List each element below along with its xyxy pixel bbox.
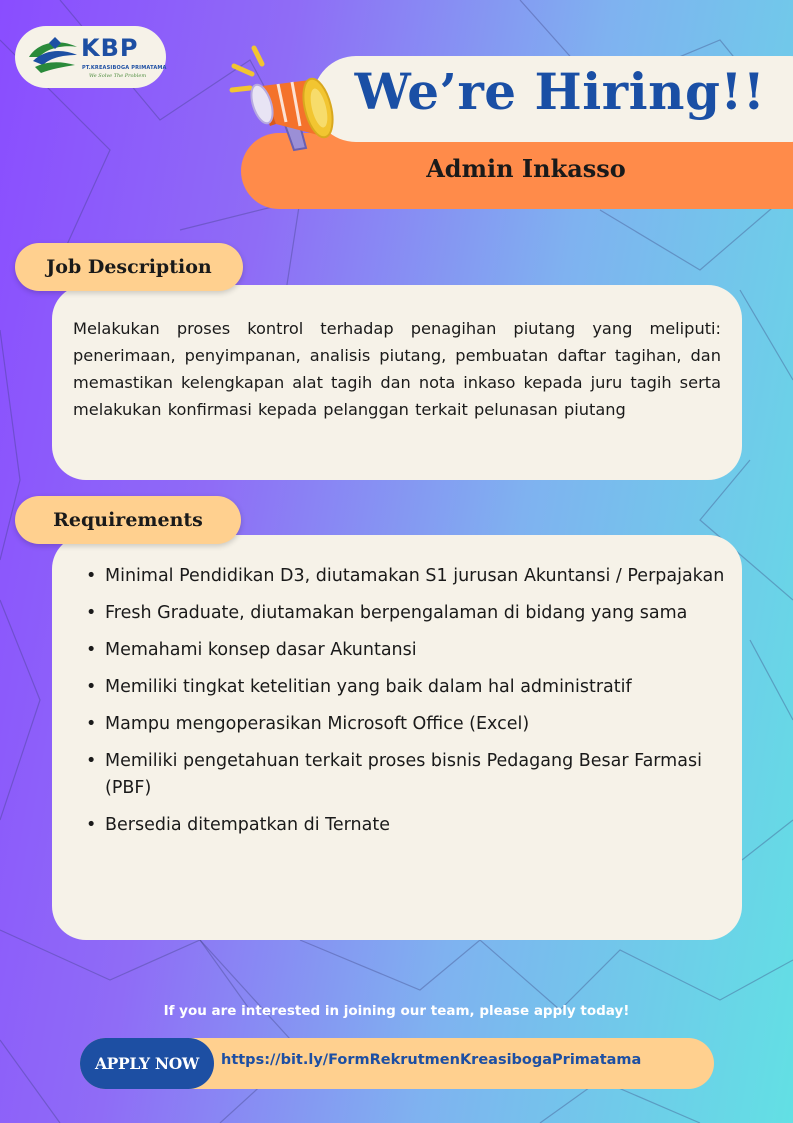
requirements-list [86,563,726,849]
requirement-text: Fresh Graduate, diutamakan berpengalaman di bidang yang sama [105,603,688,623]
bullet: • [86,677,97,697]
requirement-item [86,674,726,701]
bullet: • [86,603,97,623]
requirement-text: Bersedia ditempatkan di Ternate [105,815,390,835]
logo-company-name: PT.KREASIBOGA PRIMATAMA [82,65,167,71]
requirement-text: Memahami konsep dasar Akuntansi [105,640,417,660]
apply-url-link[interactable]: https://bit.ly/FormRekrutmenKreasibogaPrimatama [221,1052,642,1068]
requirement-text: Memiliki pengetahuan terkait proses bisnis Pedagang Besar Farmasi (PBF) [105,751,702,798]
logo-wordmark: KBP [81,34,139,62]
requirements-card [52,535,742,940]
requirement-item [86,748,726,802]
requirement-item [86,600,726,627]
requirement-text: Minimal Pendidikan D3, diutamakan S1 jurusan Akuntansi / Perpajakan [105,566,725,586]
requirement-text: Mampu mengoperasikan Microsoft Office (Excel) [105,714,530,734]
bullet: • [86,640,97,660]
apply-invitation-text: If you are interested in joining our team, please apply today! [163,1003,630,1019]
requirements-label: Requirements [15,496,241,544]
bullet: • [86,566,97,586]
bullet: • [86,714,97,734]
apply-now-button[interactable]: APPLY NOW [80,1038,214,1089]
kbp-logo-icon [25,35,81,77]
logo-tagline: We Solve The Problem [89,73,147,79]
requirement-text: Memiliki tingkat ketelitian yang baik dalam hal administratif [105,677,632,697]
company-logo [15,26,166,88]
requirement-item [86,637,726,664]
bullet: • [86,815,97,835]
job-description-text: Melakukan proses kontrol terhadap penagihan piutang yang meliputi: penerimaan, penyimpanan, analisis piutang, pembuatan daftar tagihan, dan memastikan kelengkapan alat tagih dan nota inkaso kepada juru tagih serta melakukan konfirmasi kepada pelanggan terkait pelunasan piutang [73,319,721,419]
job-description-card [52,285,742,480]
hiring-title: We’re Hiring!! [354,62,766,121]
job-description-label: Job Description [15,243,243,291]
requirement-item [86,711,726,738]
bullet: • [86,751,97,771]
requirement-item [86,563,726,590]
requirement-item [86,812,726,839]
megaphone-icon [226,38,336,156]
role-title: Admin Inkasso [426,154,626,183]
